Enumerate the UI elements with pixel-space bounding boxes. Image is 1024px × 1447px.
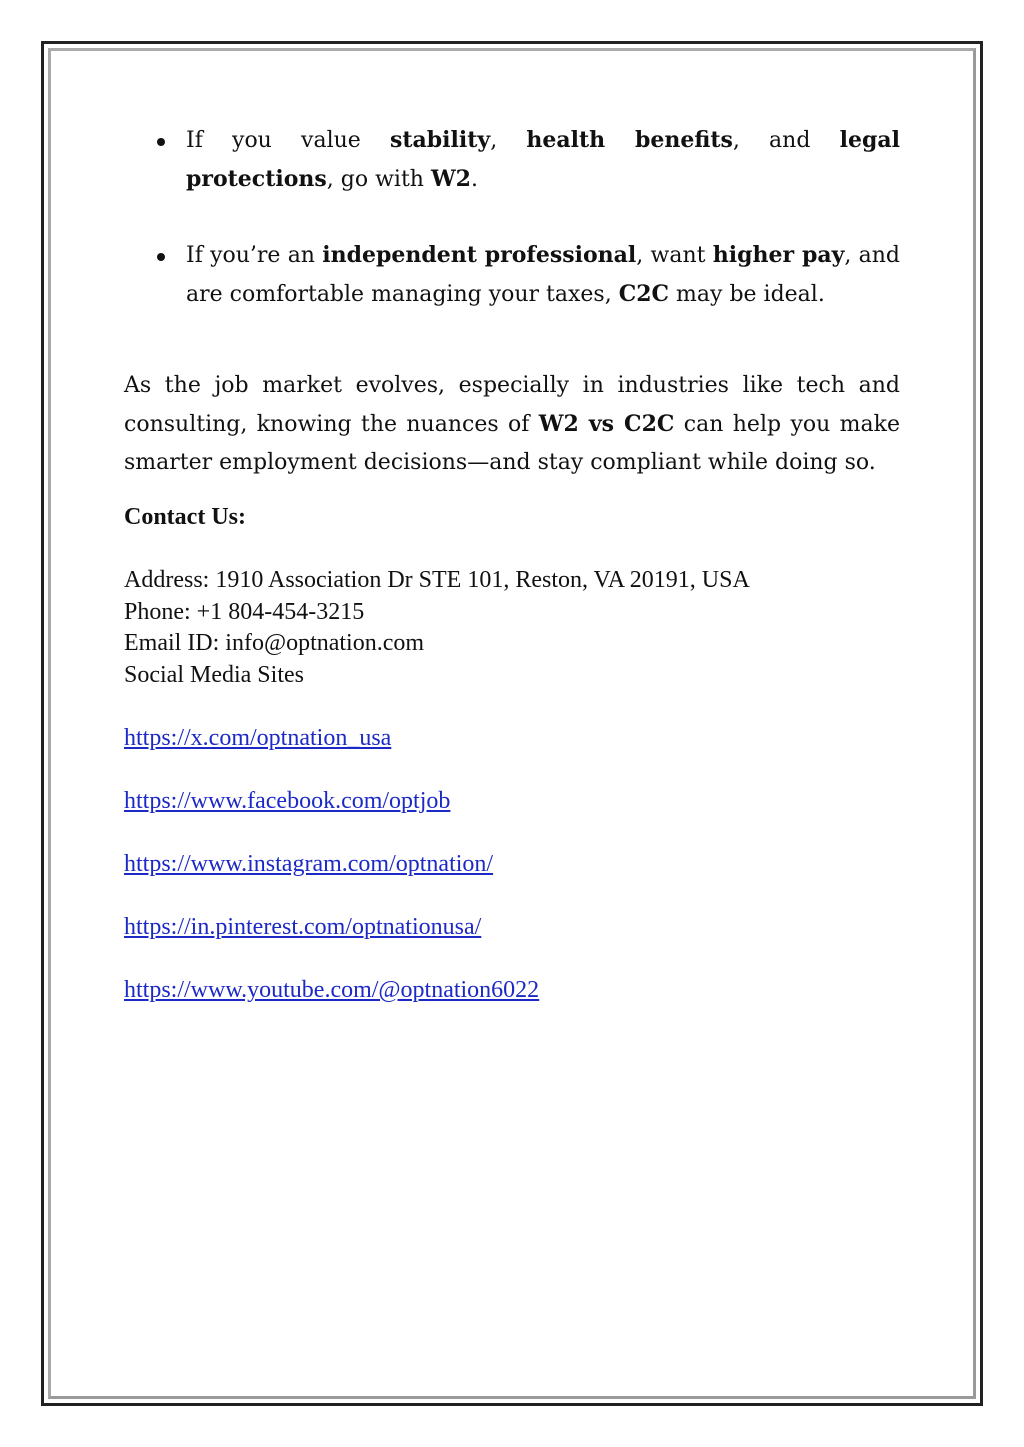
text-fragment: may be ideal. bbox=[669, 282, 825, 307]
text-fragment: , and are comfortable managing your taxes, bbox=[186, 243, 900, 307]
bold-term-legal-protections: legal protections bbox=[186, 127, 900, 192]
text-fragment: , want bbox=[636, 243, 713, 268]
text-fragment: As the job market evolves, especially in industries like tech and consulting, knowing the nuances of bbox=[124, 373, 900, 437]
recommendation-list bbox=[124, 121, 900, 351]
bold-term-health-benefits: health benefits bbox=[526, 127, 733, 153]
text-fragment: , go with bbox=[326, 167, 431, 192]
bullet-icon bbox=[157, 253, 165, 261]
phone-line: Phone: +1 804-454-3215 bbox=[124, 598, 365, 625]
contact-details bbox=[124, 565, 750, 691]
contact-heading: Contact Us: bbox=[124, 504, 246, 530]
bold-term-w2: W2 bbox=[430, 166, 471, 192]
pinterest-link[interactable]: https://in.pinterest.com/optnationusa/ bbox=[124, 914, 482, 940]
text-fragment: If you’re an bbox=[186, 243, 323, 268]
text-fragment: If you value bbox=[186, 128, 390, 153]
bold-term-c2c: C2C bbox=[618, 281, 670, 307]
text-fragment: , and bbox=[732, 128, 840, 153]
bullet-icon bbox=[157, 138, 165, 146]
instagram-link[interactable]: https://www.instagram.com/optnation/ bbox=[124, 851, 494, 877]
bold-term-independent-professional: independent professional bbox=[322, 242, 637, 268]
social-media-label: Social Media Sites bbox=[124, 661, 304, 688]
text-fragment: , bbox=[490, 128, 527, 153]
list-item-c2c bbox=[124, 236, 900, 314]
summary-paragraph bbox=[124, 367, 900, 482]
youtube-link[interactable]: https://www.youtube.com/@optnation6022 bbox=[124, 977, 540, 1003]
text-fragment: . bbox=[470, 167, 478, 192]
bold-term-stability: stability bbox=[389, 127, 491, 153]
list-item-w2 bbox=[124, 121, 900, 199]
text-fragment: can help you make smarter employment decisions—and stay compliant while doing so. bbox=[124, 412, 900, 475]
email-line: Email ID: info@optnation.com bbox=[124, 630, 425, 656]
social-links bbox=[124, 722, 539, 1037]
facebook-link[interactable]: https://www.facebook.com/optjob bbox=[124, 788, 451, 814]
address-line: Address: 1910 Association Dr STE 101, Reston, VA 20191, USA bbox=[124, 567, 750, 593]
x-link[interactable]: https://x.com/optnation_usa bbox=[124, 725, 392, 751]
bold-term-higher-pay: higher pay bbox=[712, 242, 845, 268]
bold-term-w2-vs-c2c: W2 vs C2C bbox=[538, 411, 675, 437]
